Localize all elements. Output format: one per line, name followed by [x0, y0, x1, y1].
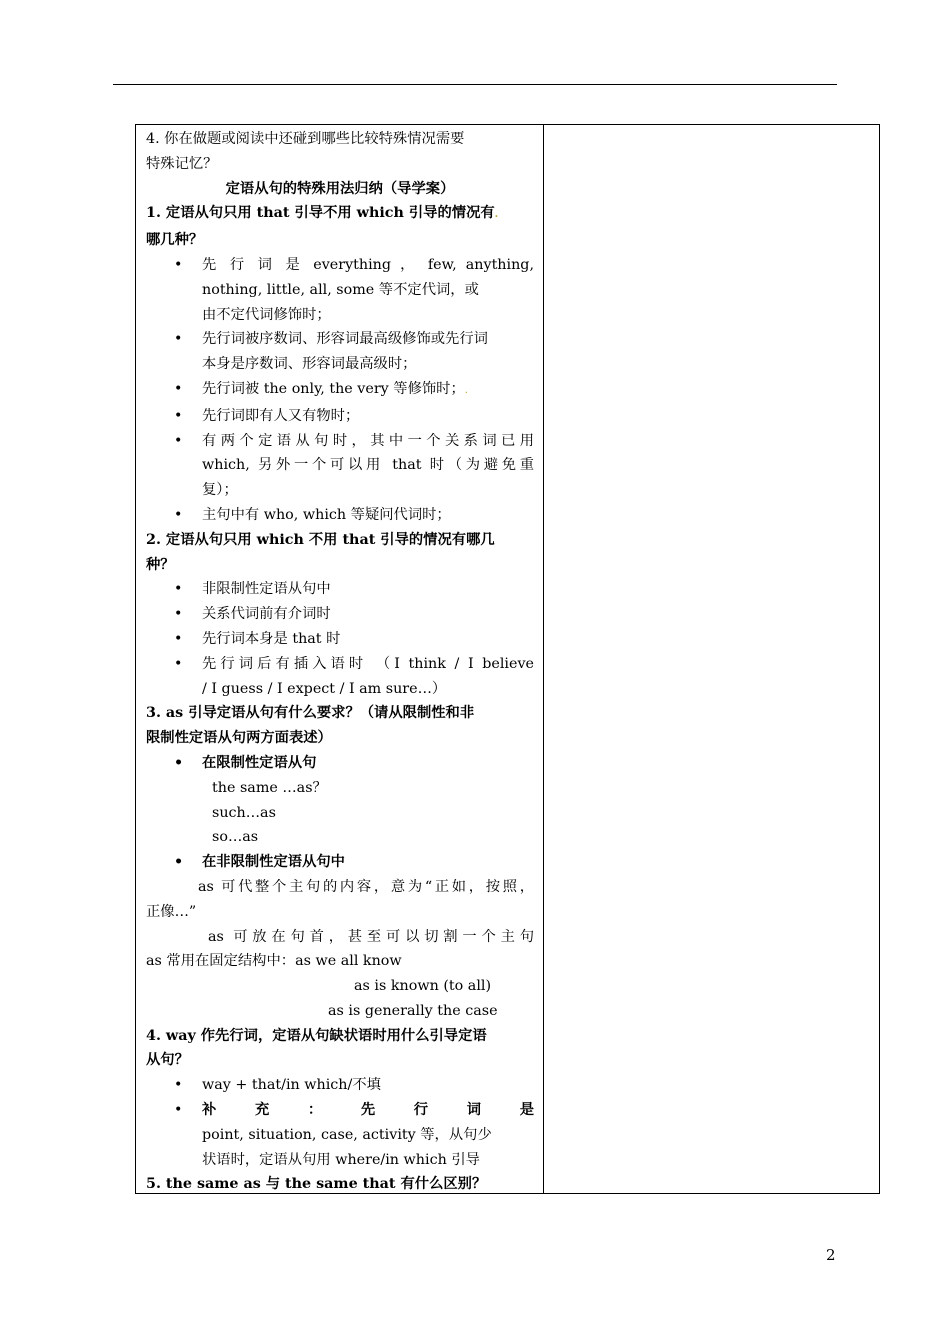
- bullet-icon: •: [174, 754, 184, 771]
- q1-item-2: • 先行词被序数词、形容词最高级修饰或先行词 本身是序数词、形容词最高级时；: [146, 327, 534, 377]
- q1-item-4: • 先行词即有人又有物时；: [146, 404, 534, 429]
- bullet-icon: •: [174, 581, 183, 598]
- question-2: 2. 定语从句只用 which 不用 that 引导的情况有哪几 种？: [146, 531, 495, 573]
- bullet-icon: •: [174, 1102, 183, 1119]
- q1-item-5: • 有两个定语从句时，其中一个关系词已用 which, 另外一个可以用 that 时（为避免重 复）；: [146, 429, 534, 503]
- question-3: 3. as 引导定语从句有什么要求？（请从限制性和非 限制性定语从句两方面表述）: [146, 705, 475, 747]
- bullet-icon: •: [174, 655, 183, 672]
- q3-restrictive-line: such…as: [212, 804, 276, 821]
- bullet-icon: •: [174, 1077, 183, 1094]
- intro-question: 4. 你在做题或阅读中还碰到哪些比较特殊情况需要 特殊记忆？: [146, 131, 465, 172]
- q3-nonrestrictive-line: as is known (to all): [354, 978, 492, 995]
- bullet-icon: •: [174, 606, 183, 623]
- notes-column: [544, 125, 879, 1193]
- q2-item-1: • 非限制性定语从句中: [146, 577, 534, 602]
- bullet-icon: •: [174, 630, 183, 647]
- q1-item-6: • 主句中有 who, which 等疑问代词时；: [146, 503, 534, 528]
- q2-item-4: • 先行词后有插入语时 （I think / I believe / I guess / I expect / I am sure…）: [146, 652, 534, 702]
- q1-item-1: • 先 行 词 是 everything ， few, anything, nothing, little, all, some 等不定代词，或 由不定代词修饰时；: [146, 253, 534, 327]
- content-column: [146, 127, 534, 1197]
- q4-item-1: • way + that/in which/不填: [146, 1073, 534, 1098]
- bullet-icon: •: [174, 380, 183, 397]
- q3-nonrestrictive-heading: • 在非限制性定语从句中: [146, 850, 534, 875]
- q3-nonrestrictive-line: as 可代整个主句的内容，意为“正如，按照，: [198, 878, 534, 895]
- q3-restrictive-heading: • 在限制性定语从句: [146, 751, 534, 776]
- question-5: 5. the same as 与 the same that 有什么区别？: [146, 1176, 487, 1193]
- bullet-icon: •: [174, 256, 183, 273]
- q2-item-2: • 关系代词前有介词时: [146, 602, 534, 627]
- question-1: 1. 定语从句只用 that 引导不用 which 引导的情况有. 哪几种？: [146, 205, 499, 249]
- q3-restrictive-line: so…as: [212, 829, 259, 846]
- q3-nonrestrictive-line: 正像…”: [146, 903, 197, 920]
- q1-item-3: • 先行词被 the only, the very 等修饰时；.: [146, 377, 534, 404]
- q3-restrictive-line: the same …as？: [212, 779, 327, 796]
- bullet-icon: •: [174, 407, 183, 424]
- q3-nonrestrictive-line: as 可放在句首，甚至可以切割一个主句: [208, 928, 534, 945]
- q3-nonrestrictive-line: as is generally the case: [328, 1002, 498, 1019]
- bullet-icon: •: [174, 432, 183, 449]
- bullet-icon: •: [174, 506, 183, 523]
- q2-item-3: • 先行词本身是 that 时: [146, 627, 534, 652]
- bullet-icon: •: [174, 854, 184, 871]
- worksheet-table: [135, 124, 880, 1194]
- page-number: 2: [826, 1246, 836, 1264]
- header-rule: [113, 84, 837, 85]
- section-heading: 定语从句的特殊用法归纳（导学案）: [225, 180, 455, 197]
- q4-item-2: • 补 充 ： 先 行 词 是 point, situation, case, activity 等，从句少 状语时，定语从句用 where/in which 引导: [146, 1098, 534, 1172]
- q3-nonrestrictive-line: as 常用在固定结构中：as we all know: [146, 953, 402, 970]
- question-4: 4. way 作先行词，定语从句缺状语时用什么引导定语 从句？: [146, 1027, 487, 1069]
- bullet-icon: •: [174, 331, 183, 348]
